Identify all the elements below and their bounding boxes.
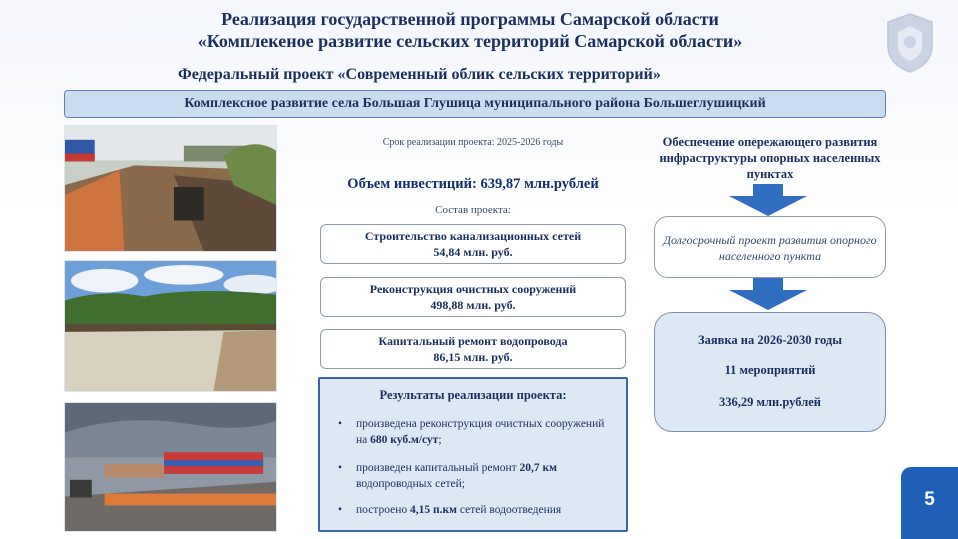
title-line-1: Реализация государственной программы Самарской области bbox=[221, 9, 719, 29]
bullet-dot-icon: • bbox=[338, 504, 343, 516]
project-item-water-supply bbox=[320, 329, 626, 369]
request-count: 11 мероприятий bbox=[724, 363, 816, 377]
project-item-name: Строительство канализационных сетей bbox=[364, 229, 582, 243]
longterm-project-box: Долгосрочный проект развития опорного населенного пункта bbox=[654, 216, 886, 278]
samara-coat-of-arms-icon bbox=[880, 12, 940, 74]
photo-trench-construction bbox=[64, 125, 277, 252]
project-item-name: Капитальный ремонт водопровода bbox=[378, 334, 568, 348]
title-line-2: «Комплекеное развитие сельских территорий Самарской области» bbox=[197, 31, 743, 51]
results-box bbox=[318, 377, 628, 532]
request-amount: 336,29 млн.рублей bbox=[719, 395, 821, 409]
project-item-amount: 498,88 млн. руб. bbox=[430, 298, 516, 312]
bullet-dot-icon: • bbox=[338, 418, 343, 430]
project-item-name: Реконструкция очистных сооружений bbox=[369, 282, 577, 296]
result-item: • произведен капитальный ремонт 20,7 км водопроводных сетей; bbox=[338, 462, 557, 490]
project-item-treatment bbox=[320, 277, 626, 317]
project-term: Срок реализации проекта: 2025-2026 годы bbox=[382, 137, 564, 148]
investment-total: Объем инвестиций: 639,87 млн.рублей bbox=[347, 176, 599, 192]
request-period: Заявка на 2026-2030 годы bbox=[698, 333, 842, 347]
photo-road-works bbox=[64, 402, 277, 532]
project-item-sewer bbox=[320, 224, 626, 264]
result-item: • произведена реконструкция очистных сооружений на 680 куб.м/сут; bbox=[338, 418, 605, 446]
arrow-down-icon bbox=[727, 278, 809, 310]
arrow-down-icon bbox=[727, 184, 809, 216]
project-item-amount: 86,15 млн. руб. bbox=[433, 350, 513, 364]
result-item: • построено 4,15 п.км сетей водоотведения bbox=[338, 504, 562, 516]
composition-label: Состав проекта: bbox=[435, 204, 511, 216]
project-banner: Комплексное развитие села Большая Глушица муниципального района Большеглушицкий bbox=[64, 90, 886, 118]
photo-treatment-site bbox=[64, 260, 277, 392]
slide-title bbox=[150, 8, 790, 52]
results-title: Результаты реализации проекта: bbox=[379, 388, 567, 402]
project-item-amount: 54,84 млн. руб. bbox=[433, 245, 513, 259]
bullet-dot-icon: • bbox=[338, 462, 343, 474]
infrastructure-heading: Обеспечение опережающего развития инфраструктуры опорных населенных пунктах bbox=[659, 135, 881, 181]
request-box bbox=[654, 312, 886, 432]
federal-project-title: Федеральный проект «Современный облик сельских территорий» bbox=[178, 66, 661, 83]
page-number: 5 bbox=[901, 467, 958, 539]
